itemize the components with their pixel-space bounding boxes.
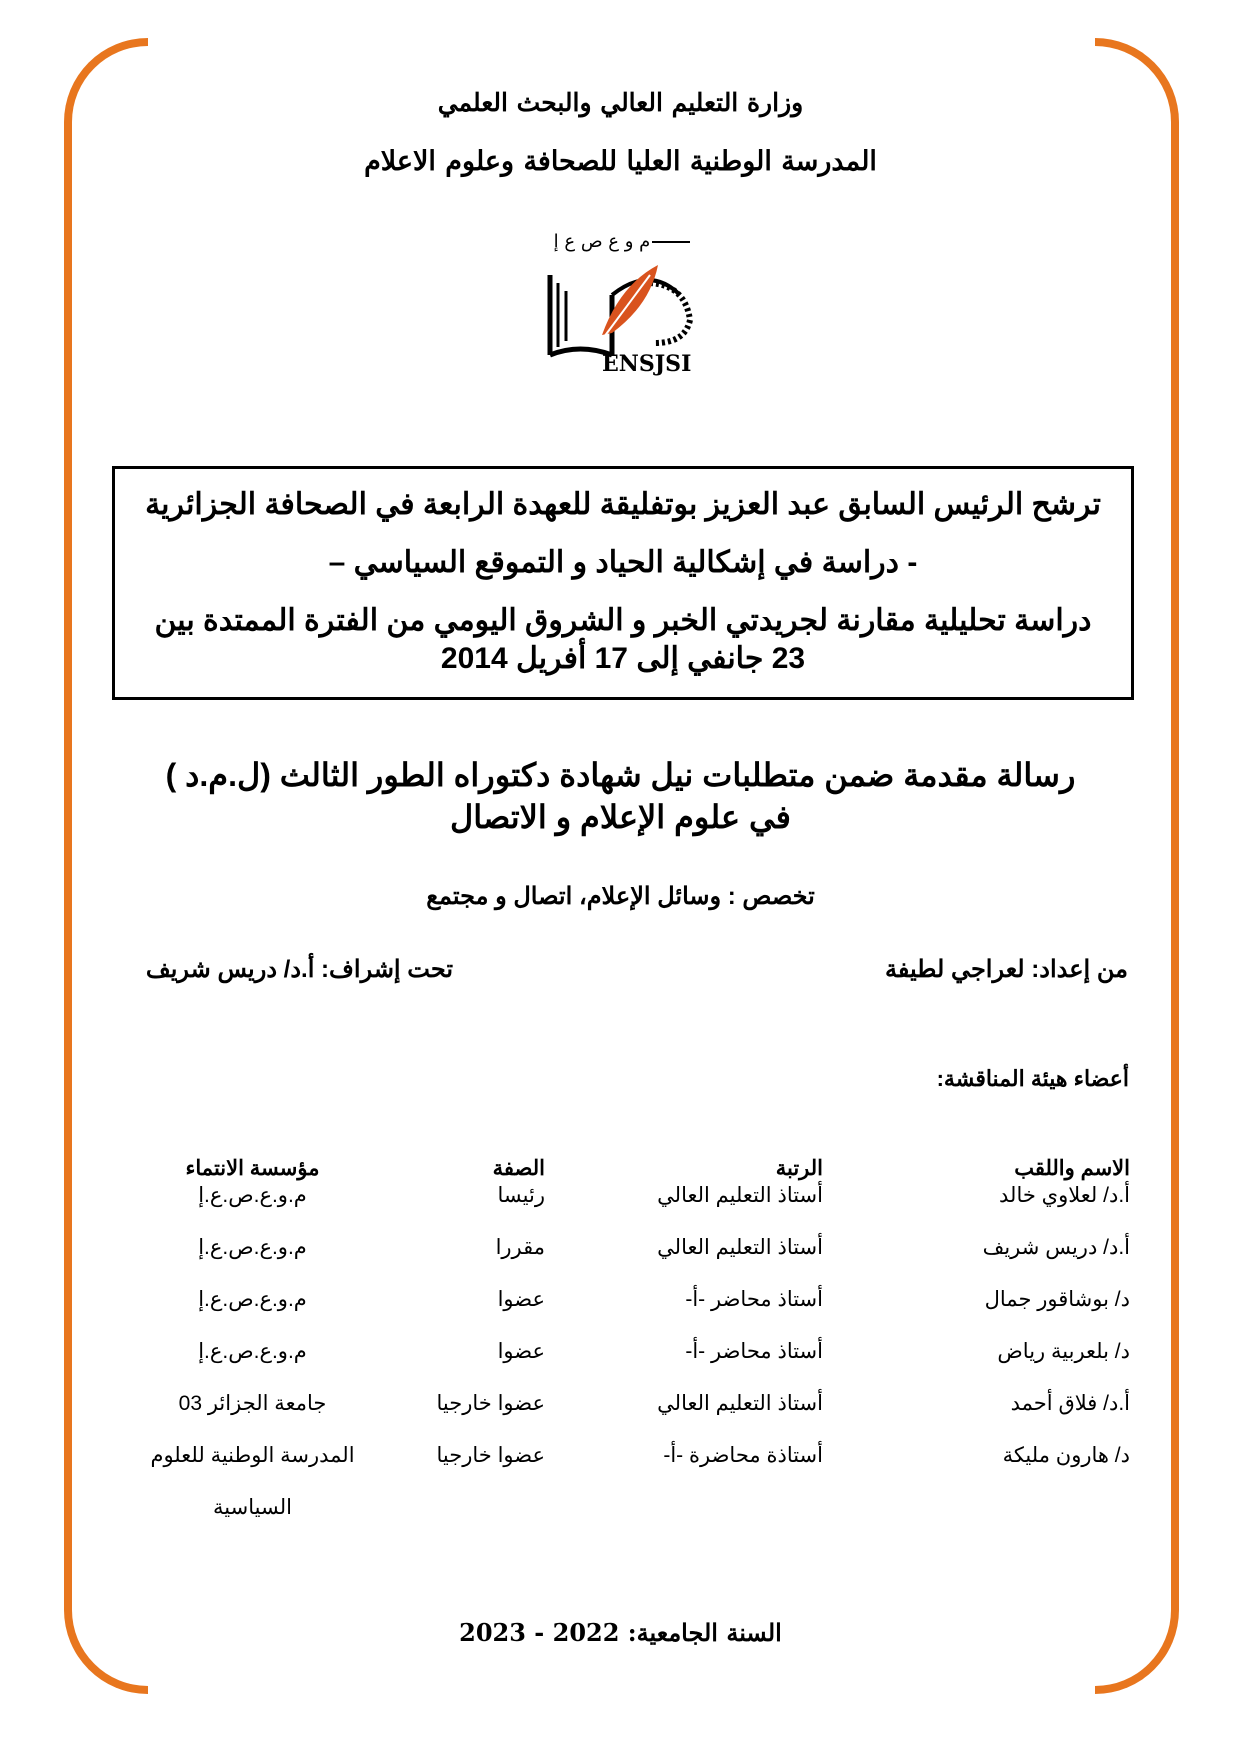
member-name: د/ بلعربية رياض: [997, 1340, 1130, 1363]
thesis-statement-line-1: رسالة مقدمة ضمن متطلبات نيل شهادة دكتوراه الطور الثالث (ل.م.د ): [165, 757, 1076, 793]
member-institution: م.و.ع.ص.ع.إ: [198, 1184, 307, 1207]
member-role: عضوا: [497, 1340, 545, 1363]
committee-title: أعضاء هيئة المناقشة:: [936, 1066, 1129, 1091]
member-institution: م.و.ع.ص.ع.إ: [198, 1340, 307, 1363]
member-rank: أستاذة محاضرة -أ-: [663, 1444, 823, 1467]
member-institution: المدرسة الوطنية للعلوم السياسية: [150, 1444, 355, 1519]
member-name: د/ بوشاقور جمال: [984, 1288, 1130, 1311]
member-role: رئيسا: [497, 1184, 545, 1207]
member-role: مقررا: [495, 1236, 545, 1259]
header-institution: مؤسسة الانتماء: [185, 1157, 320, 1180]
school-name: المدرسة الوطنية العليا للصحافة وعلوم الاعلام: [364, 146, 877, 177]
member-institution: م.و.ع.ص.ع.إ: [198, 1236, 307, 1259]
header-role: الصفة: [492, 1157, 545, 1180]
logo-latin-text: ENSJSI: [602, 351, 692, 377]
academic-year: السنة الجامعية: 2022 - 2023: [459, 1618, 782, 1647]
ministry-name: وزارة التعليم العالي والبحث العلمي: [437, 88, 804, 117]
supervised-by: تحت إشراف: أ.د/ دريس شريف: [145, 956, 453, 983]
ensjsi-logo: [540, 225, 720, 377]
header-rank: الرتبة: [775, 1157, 823, 1180]
member-role: عضوا خارجيا: [436, 1444, 545, 1467]
member-rank: أستاذ التعليم العالي: [657, 1236, 823, 1259]
title-line-4: 23 جانفي إلى 17 أفريل 2014: [440, 642, 806, 675]
thesis-statement-line-2: في علوم الإعلام و الاتصال: [450, 799, 791, 835]
member-name: أ.د/ دريس شريف: [982, 1236, 1130, 1259]
thesis-title-box: [112, 466, 1134, 700]
logo-arabic-initials: م و ع ص ع إ: [553, 231, 651, 252]
title-line-2: - دراسة في إشكالية الحياد و التموقع السياسي –: [328, 546, 918, 579]
member-institution: جامعة الجزائر 03: [178, 1392, 327, 1415]
member-rank: أستاذ محاضر -أ-: [685, 1288, 823, 1311]
member-rank: أستاذ التعليم العالي: [657, 1392, 823, 1415]
title-line-1: ترشح الرئيس السابق عبد العزيز بوتفليقة للعهدة الرابعة في الصحافة الجزائرية: [145, 488, 1101, 521]
member-name: أ.د/ فلاق أحمد: [1010, 1392, 1130, 1415]
title-line-3: دراسة تحليلية مقارنة لجريدتي الخبر و الشروق اليومي من الفترة الممتدة بين: [154, 604, 1092, 637]
member-rank: أستاذ محاضر -أ-: [685, 1340, 823, 1363]
member-rank: أستاذ التعليم العالي: [657, 1184, 823, 1207]
member-name: أ.د/ لعلاوي خالد: [999, 1184, 1130, 1207]
member-role: عضوا خارجيا: [436, 1392, 545, 1415]
header-name: الاسم واللقب: [1014, 1157, 1130, 1180]
member-name: د/ هارون مليكة: [1002, 1444, 1130, 1467]
speciality: تخصص : وسائل الإعلام، اتصال و مجتمع: [426, 883, 815, 910]
prepared-by: من إعداد: لعراجي لطيفة: [885, 956, 1128, 983]
member-role: عضوا: [497, 1288, 545, 1311]
member-institution: م.و.ع.ص.ع.إ: [198, 1288, 307, 1311]
